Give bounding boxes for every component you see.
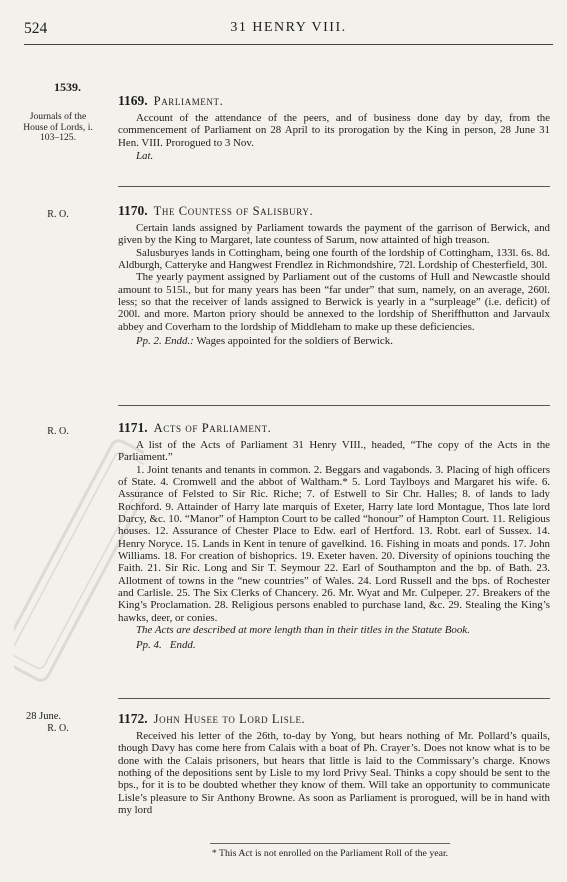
entry-heading	[118, 93, 550, 109]
entry-paragraph: 1. Joint tenants and tenants in common. 2. Beggars and vagabonds. 3. Placing of high officers of State. 4. Cromwell and the abbot of Waltham.* 5. Lord Taylboys and Margaret his wife. 6. Assurance of Felsted to Sir Ric. Riche; 7. of Estwell to Sir Chr. Halles; 8. of lands to lady Rochford. 9. Attainder of Harry late marquis of Exeter, Harry late lord Montague, Thos late lord Darcy, &c. 10. “Manor” of Hampton Court to be called “honour” of Hampton Court. 11. Religious houses. 12. Assurance of Chester Place to Edw. earl of Hertford. 13. Robt. earl of Sussex. 14. Henry Noryce. 15. Lands in Kent in tenure of gavelkind. 16. Fishing in moats and ponds. 17. John Williams. 18. For creation of bishoprics. 19. Exeter haven. 20. Diversity of opinions touching the Faith. 21. Sir Ric. Long and Sir T. Seymour 22. Earl of Southampton and the bp. of Bath. 23. Allotment of towns in the “new countries” of Wales. 24. Lord Russell and the bps. of Rochester and Carlisle. 25. The Six Clerks of Chancery. 26. Mr. Wyat and Mr. Culpeper. 27. Breakers of the King’s Proclamation. 28. Religious persons enabled to purchase land, &c. 29. Stealing the King’s hawks, deer, or conies.	[118, 463, 550, 624]
entry-paragraph: The yearly payment assigned by Parliament out of the customs of Hull and Newcastle should amount to 515l., but for many years has been “far under” that sum, namely, on an average, 260l. less; so that the receiver of lands assigned to Berwick is yearly in a “surpleage” (i.e. deficit) of 200l. and more. Marton priory should be annexed to the lordship of Sheriffhutton and Jarvaulx abbey and Coverham to the lordship of Middleham to make up these deficiencies.	[118, 271, 550, 333]
entry-title: Acts of Parliament.	[153, 421, 272, 435]
margin-date-1172: 28 June.	[26, 711, 61, 722]
entry-paragraph: Received his letter of the 26th, to-day by Yong, but hears nothing of Mr. Pollard’s quails, though Davy has come here from Calais with a boat of Ph. Crayer’s. Does not know what is to be done with the Calais prisoners, but hears that little is laid to the Commissary’s charge. Knows nothing of the depositions sent by Lisle to my lord Privy Seal. Thinks a copy should be sent to the bps., for it is to be doubted whether they know of them. Will take an opportunity to communicate Lisle’s pleasure to Sir Anthony Browne. As soon as Parliament is prorogued, will be in hand with my lord	[118, 730, 550, 817]
entry-title: The Countess of Salisbury.	[153, 204, 314, 218]
entry-paragraph: Account of the attendance of the peers, and of business done day by day, from the commencement of Parliament on 28 April to its prorogation by the King in person, 28 June 31 Hen. VIII. Prorogued to 3 Nov.	[118, 112, 550, 149]
entry-separator	[118, 405, 550, 406]
entry-number: 1169.	[118, 93, 148, 108]
entry-1171	[118, 420, 550, 651]
year-marker: 1539.	[54, 80, 81, 94]
margin-note-1172: R. O.	[47, 723, 69, 734]
entry-1169	[118, 93, 550, 162]
entry-heading	[118, 203, 550, 219]
entry-title: Parliament.	[153, 94, 224, 108]
entry-title: John Husee to Lord Lisle.	[153, 712, 306, 726]
page-header	[24, 20, 553, 38]
entry-1170	[118, 203, 550, 347]
page-number: 524	[24, 20, 48, 37]
entry-1172	[118, 711, 550, 816]
entry-separator	[118, 186, 550, 187]
endorsed-note: Endd.	[169, 638, 196, 651]
entry-paragraph: A list of the Acts of Parliament 31 Henry VIII., headed, “The copy of the Acts in the Parliament.”	[118, 439, 550, 464]
margin-note-1171: R. O.	[47, 426, 69, 437]
pages-note: Pp. 4.	[136, 638, 162, 651]
entry-number: 1171.	[118, 420, 148, 435]
entry-endorsement	[118, 639, 550, 651]
entry-number: 1170.	[118, 203, 148, 218]
header-rule	[24, 44, 553, 45]
entry-endorsement	[118, 335, 550, 347]
margin-note-1170: R. O.	[47, 209, 69, 220]
entry-number: 1172.	[118, 711, 148, 726]
margin-note-1169: Journals of the House of Lords, i. 103–125.	[23, 111, 93, 143]
entry-paragraph: Salusburyes lands in Cottingham, being one fourth of the lordship of Cottingham, 133l. 6s. 8d. Aldburgh, Catteryke and Hangwest Frendlez in Richmondshire, 72l. Lordship of Chesterfield, 30l.	[118, 246, 550, 272]
entry-heading	[118, 420, 550, 436]
footnote-rule	[210, 843, 450, 844]
footnote: * This Act is not enrolled on the Parliament Roll of the year.	[211, 848, 449, 859]
language-note: Lat.	[136, 150, 154, 163]
entry-paragraph: The Acts are described at more length than in their titles in the Statute Book.	[136, 624, 470, 637]
pages-note: Pp. 2.	[136, 335, 162, 348]
entry-separator	[118, 698, 550, 699]
endorsement-text: Wages appointed for the soldiers of Berwick.	[193, 335, 393, 348]
entry-heading	[118, 711, 550, 727]
running-head: 31 HENRY VIII.	[230, 20, 347, 35]
endorsed-note: Endd.:	[164, 335, 194, 348]
entry-paragraph: Certain lands assigned by Parliament towards the payment of the garrison of Berwick, and given by the King to Margaret, late countess of Sarum, now attainted of high treason.	[118, 222, 550, 247]
